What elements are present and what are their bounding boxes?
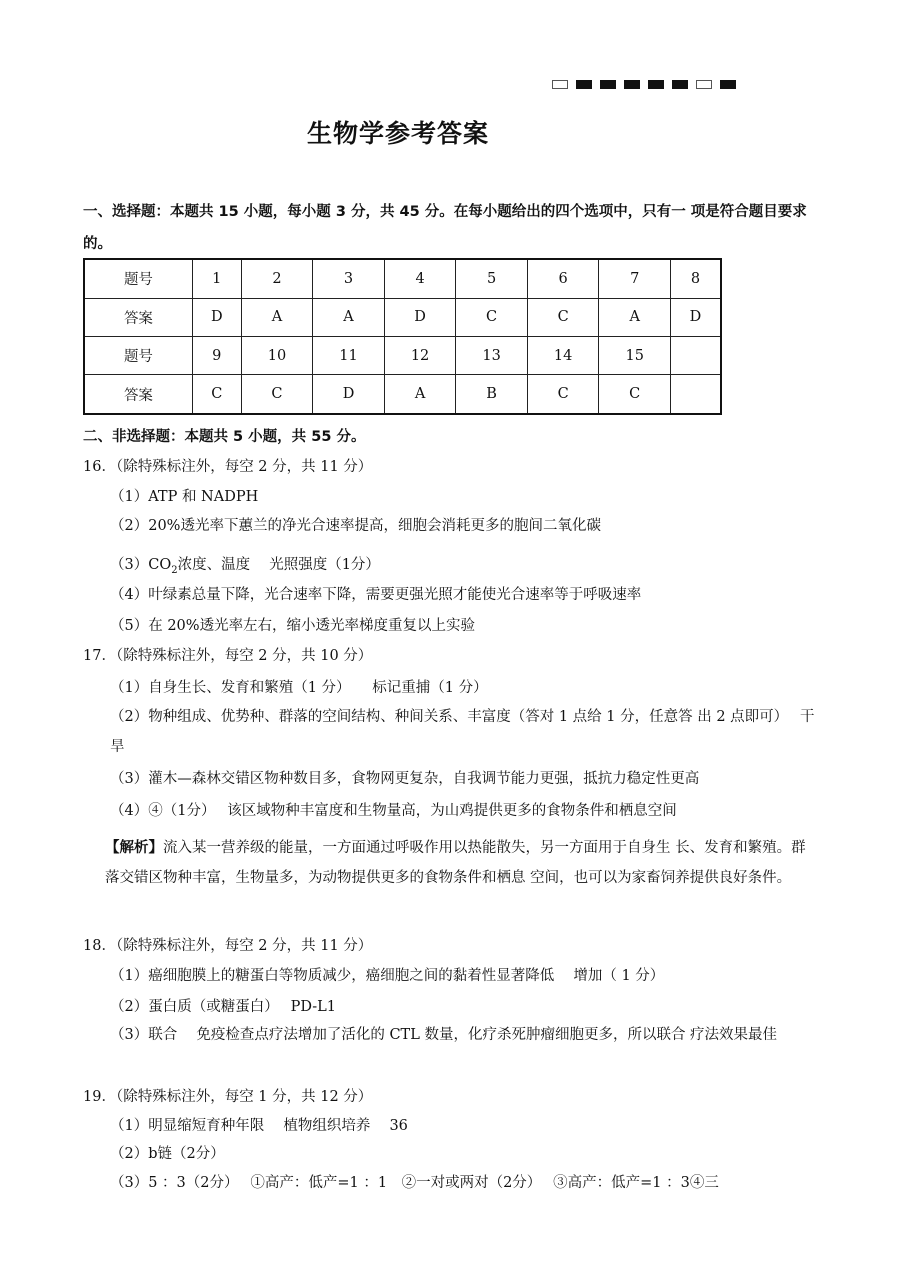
table-cell: D bbox=[670, 298, 721, 336]
table-row bbox=[84, 259, 721, 298]
table-row-header: 答案 bbox=[84, 298, 192, 336]
table-cell bbox=[670, 336, 721, 374]
page-title: 生物学参考答案 bbox=[307, 119, 490, 148]
table-cell: 11 bbox=[313, 336, 385, 374]
table-row-header: 题号 bbox=[84, 336, 192, 374]
table-cell: A bbox=[384, 375, 456, 414]
table-cell bbox=[670, 375, 721, 414]
table-row bbox=[84, 336, 721, 374]
table-cell: 15 bbox=[599, 336, 671, 374]
q17-answer-3: （3）灌木—森林交错区物种数目多，食物网更复杂，自我调节能力更强，抵抗力稳定性更高 bbox=[110, 771, 700, 787]
q18-answer-2: （2）蛋白质（或糖蛋白） PD-L1 bbox=[110, 999, 336, 1015]
q19-answer-2: （2）b链（2分） bbox=[110, 1146, 225, 1162]
table-cell: 13 bbox=[456, 336, 528, 374]
header-mark bbox=[672, 80, 688, 89]
table-cell: C bbox=[527, 298, 599, 336]
table-cell: 14 bbox=[527, 336, 599, 374]
table-cell: C bbox=[527, 375, 599, 414]
q16-answer-4: （4）叶绿素总量下降，光合速率下降，需要更强光照才能使光合速率等于呼吸速率 bbox=[110, 587, 642, 603]
table-cell: 3 bbox=[313, 259, 385, 298]
q19-answer-1: （1）明显缩短育种年限 植物组织培养 36 bbox=[110, 1118, 408, 1134]
header-marks bbox=[552, 80, 736, 89]
table-cell: A bbox=[599, 298, 671, 336]
table-cell: C bbox=[599, 375, 671, 414]
table-cell: 2 bbox=[241, 259, 313, 298]
table-cell: C bbox=[192, 375, 241, 414]
table-row-header: 题号 bbox=[84, 259, 192, 298]
q18-heading: 18．（除特殊标注外，每空 2 分，共 11 分） bbox=[83, 938, 373, 954]
q16-answer-5: （5）在 20%透光率左右，缩小透光率梯度重复以上实验 bbox=[110, 618, 476, 634]
q19-answer-3: （3）5 ：3（2分） ①高产：低产=1 ：1 ②一对或两对（2分） ③高产：低产=1 ：3④三 bbox=[110, 1175, 719, 1191]
table-row bbox=[84, 375, 721, 414]
q17-answer-1: （1）自身生长、发育和繁殖（1 分） 标记重捕（1 分） bbox=[110, 680, 488, 696]
header-mark bbox=[624, 80, 640, 89]
q18-answer-3: （3）联合 免疫检查点疗法增加了活化的 CTL 数量，化疗杀死肿瘤细胞更多，所以联合 疗法效果最佳 bbox=[110, 1027, 778, 1043]
table-cell: D bbox=[313, 375, 385, 414]
table-cell: B bbox=[456, 375, 528, 414]
q16-answer-2: （2）20%透光率下蕙兰的净光合速率提高，细胞会消耗更多的胞间二氧化碳 bbox=[110, 518, 601, 534]
q17-answer-4: （4）④（1分） 该区域物种丰富度和生物量高，为山鸡提供更多的食物条件和栖息空间 bbox=[110, 803, 677, 819]
q18-answer-1: （1）癌细胞膜上的糖蛋白等物质减少，癌细胞之间的黏着性显著降低 增加（ 1 分） bbox=[110, 968, 665, 984]
q16-heading: 16．（除特殊标注外，每空 2 分，共 11 分） bbox=[83, 459, 373, 475]
answer-table bbox=[83, 258, 722, 415]
header-mark bbox=[552, 80, 568, 89]
table-cell: 6 bbox=[527, 259, 599, 298]
table-cell: 7 bbox=[599, 259, 671, 298]
table-cell: D bbox=[384, 298, 456, 336]
table-cell: A bbox=[313, 298, 385, 336]
table-cell: 10 bbox=[241, 336, 313, 374]
q17-heading: 17．（除特殊标注外，每空 2 分，共 10 分） bbox=[83, 648, 373, 664]
section1-heading: 一、选择题：本题共 15 小题，每小题 3 分，共 45 分。在每小题给出的四个选项中，只有一 项是符合题目要求的。 bbox=[83, 204, 807, 252]
header-mark bbox=[576, 80, 592, 89]
table-cell: 1 bbox=[192, 259, 241, 298]
header-mark bbox=[600, 80, 616, 89]
section2-heading: 二、非选择题：本题共 5 小题，共 55 分。 bbox=[83, 429, 366, 445]
table-row-header: 答案 bbox=[84, 375, 192, 414]
q17-analysis: 【解析】流入某一营养级的能量，一方面通过呼吸作用以热能散失，另一方面用于自身生 长、发育和繁殖。群落交错区物种丰富，生物量多，为动物提供更多的食物条件和栖息 空间，也可以为家畜饲养提供良好条件。 bbox=[105, 840, 806, 886]
table-cell: 8 bbox=[670, 259, 721, 298]
header-mark bbox=[720, 80, 736, 89]
table-cell: C bbox=[456, 298, 528, 336]
table-cell: 5 bbox=[456, 259, 528, 298]
q17-answer-2: （2）物种组成、优势种、群落的空间结构、种间关系、丰富度（答对 1 点给 1 分，任意答 出 2 点即可） 干旱 bbox=[110, 709, 815, 755]
q16-answer-3: $(3)CO_2$浓度、温度 光照强度（1分） bbox=[110, 557, 380, 576]
table-cell: 12 bbox=[384, 336, 456, 374]
table-cell: D bbox=[192, 298, 241, 336]
q19-heading: 19．（除特殊标注外，每空 1 分，共 12 分） bbox=[83, 1089, 373, 1105]
table-cell: A bbox=[241, 298, 313, 336]
table-row bbox=[84, 298, 721, 336]
header-mark bbox=[648, 80, 664, 89]
table-cell: 9 bbox=[192, 336, 241, 374]
table-cell: C bbox=[241, 375, 313, 414]
table-cell: 4 bbox=[384, 259, 456, 298]
header-mark bbox=[696, 80, 712, 89]
q16-answer-1: （1）ATP 和 NADPH bbox=[110, 489, 259, 505]
